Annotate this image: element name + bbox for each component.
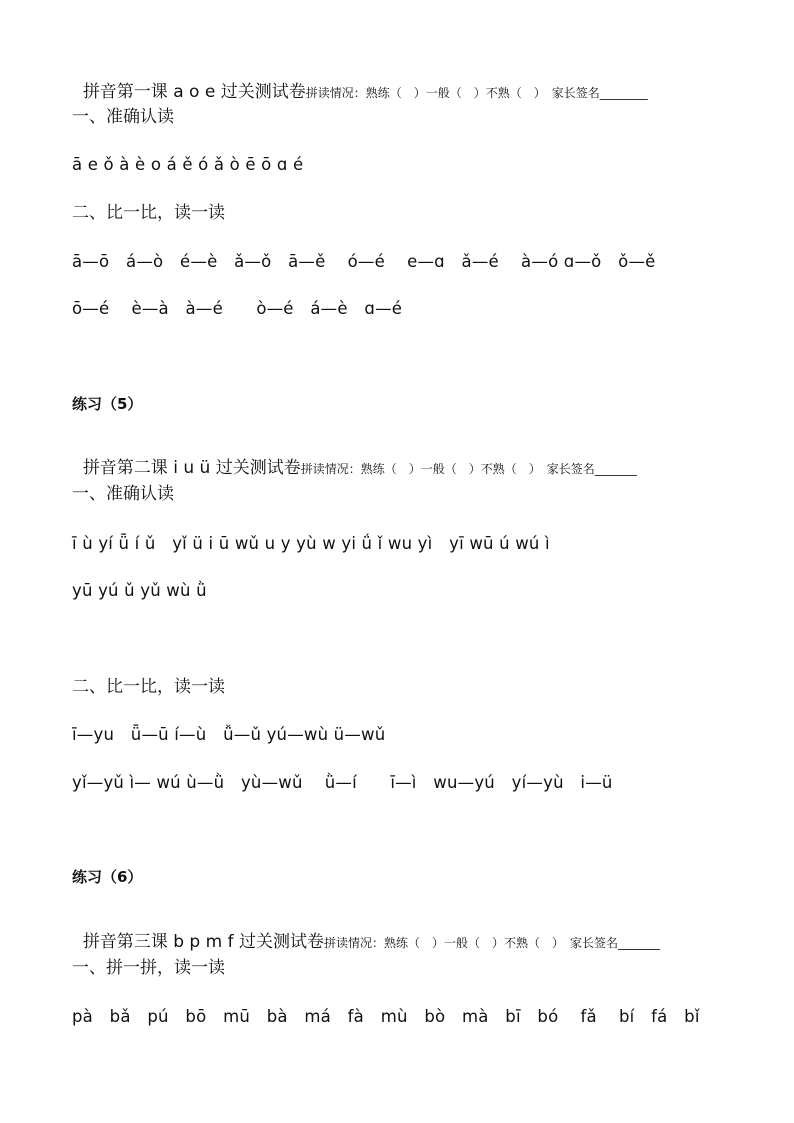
practice5-row2: yū yú ǔ yǔ wù ǜ — [72, 581, 207, 600]
practice6-section1: 一、拼一拼，读一读 — [72, 958, 225, 978]
practice6-label: 练习（6） — [72, 868, 143, 886]
practice5-row1: ī ù yí ǖ í ǔ yǐ ü i ū wǔ u y yù w yi ǘ ǐ wu yì yī wū ú wú ì — [72, 534, 550, 553]
lesson1-heading — [72, 59, 648, 104]
practice6-row1: pà bǎ pú bō mū bà má fà mù bò mà bī bó fǎ bí fá bǐ — [72, 1007, 700, 1026]
practice5-row3: ī—yu ǖ—ū í—ù ǚ—ǔ yú—wù ü—wǔ — [72, 725, 386, 744]
lesson1-row1: ā e ǒ à è o á ě ó ǎ ò ē ō ɑ é — [72, 155, 304, 174]
practice6-status: 拼读情况：熟练（ ）一般（ ）不熟（ ） 家长签名_______ — [323, 936, 660, 950]
practice6-heading — [72, 909, 660, 954]
practice6-title: 拼音第三课 b p m f 过关测试卷 — [82, 932, 324, 952]
practice5-section2: 二、比一比，读一读 — [72, 677, 225, 697]
practice5-status: 拼读情况：熟练（ ）一般（ ）不熟（ ） 家长签名_______ — [300, 462, 637, 476]
lesson1-row2: ā—ō á—ò é—è ǎ—ǒ ā—ě ó—é e—ɑ ǎ—é à—ó ɑ—ǒ ǒ—ě — [72, 252, 656, 271]
practice5-heading — [72, 435, 637, 480]
lesson1-section1: 一、准确认读 — [72, 107, 174, 127]
lesson1-row3: ō—é è—à à—é ò—é á—è ɑ—é — [72, 299, 403, 318]
lesson1-title: 拼音第一课 a o e 过关测试卷 — [82, 82, 306, 102]
practice5-title: 拼音第二课 i u ü 过关测试卷 — [82, 458, 301, 478]
practice5-label: 练习（5） — [72, 395, 143, 413]
practice5-section1: 一、准确认读 — [72, 484, 174, 504]
lesson1-section2: 二、比一比，读一读 — [72, 203, 225, 223]
practice5-row4: yǐ—yǔ ì— wú ù—ǜ yù—wǔ ǜ—í ī—ì wu—yú yí—yù i—ü — [72, 773, 613, 792]
lesson1-status: 拼读情况：熟练（ ）一般（ ）不熟（ ） 家长签名________ — [305, 86, 648, 100]
